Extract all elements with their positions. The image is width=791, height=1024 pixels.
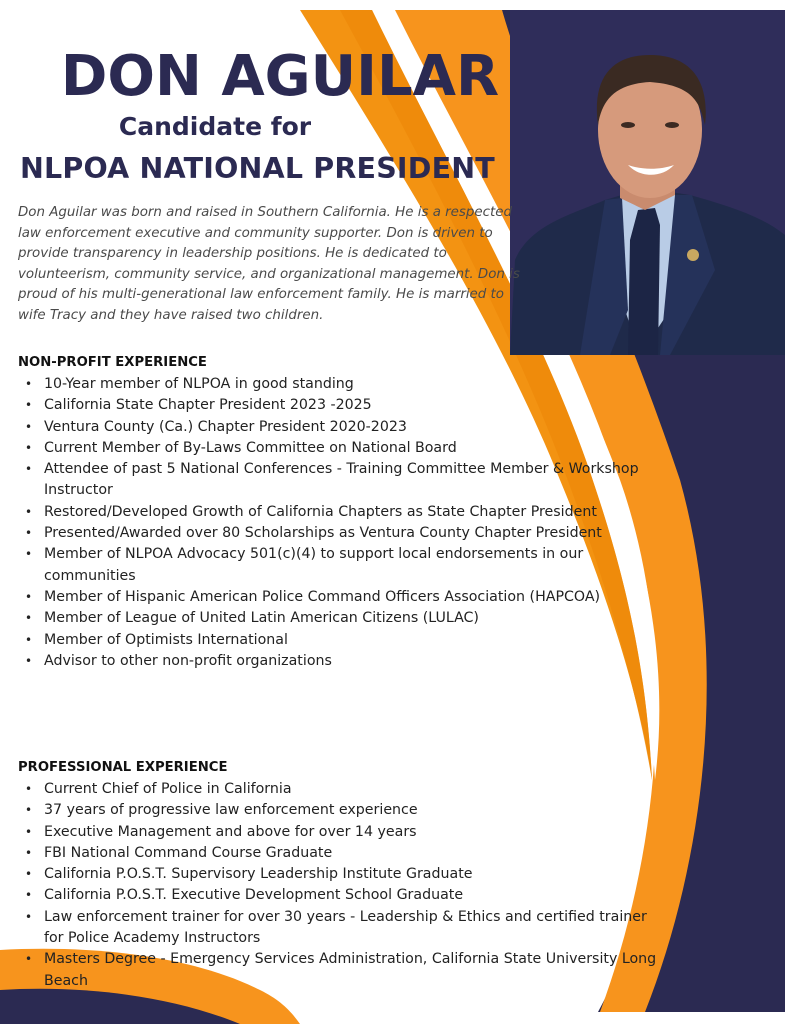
badge-pin xyxy=(687,249,699,261)
list-item: • 37 years of progressive law enforcement experience xyxy=(44,800,664,821)
list-item: • Law enforcement trainer for over 30 years - Leadership & Ethics and certified trainer for Police Academy Instructors xyxy=(44,907,664,950)
list-item: • Member of NLPOA Advocacy 501(c)(4) to support local endorsements in our communities xyxy=(44,544,654,587)
nonprofit-list xyxy=(22,374,654,672)
nonprofit-heading: NON-PROFIT EXPERIENCE xyxy=(18,355,207,370)
tie xyxy=(628,208,660,355)
list-item: • California P.O.S.T. Executive Development School Graduate xyxy=(44,885,664,906)
list-item: • Member of League of United Latin American Citizens (LULAC) xyxy=(44,608,654,629)
list-item: • FBI National Command Course Graduate xyxy=(44,843,664,864)
list-item: • Executive Management and above for over 14 years xyxy=(44,822,664,843)
list-item: • Presented/Awarded over 80 Scholarships as Ventura County Chapter President xyxy=(44,523,654,544)
professional-heading: PROFESSIONAL EXPERIENCE xyxy=(18,760,228,775)
list-item: • Current Chief of Police in California xyxy=(44,779,664,800)
list-item: • Attendee of past 5 National Conferences - Training Committee Member & Workshop Instructor xyxy=(44,459,654,502)
list-item: • Advisor to other non-profit organizations xyxy=(44,651,654,672)
list-item: • 10-Year member of NLPOA in good standing xyxy=(44,374,654,395)
eye-right xyxy=(665,122,679,128)
list-item: • Restored/Developed Growth of California Chapters as State Chapter President xyxy=(44,502,654,523)
list-item: • Member of Hispanic American Police Command Officers Association (HAPCOA) xyxy=(44,587,654,608)
candidate-subtitle: Candidate for xyxy=(118,112,312,141)
list-item: • Current Member of By-Laws Committee on National Board xyxy=(44,438,654,459)
biography: Don Aguilar was born and raised in Southern California. He is a respected law enforcement executive and community supporter. Don is driven to provide transparency in leadership positions. He is dedicated to volunteerism, community service, and organizational management. Don is proud of his multi-generational law enforcement family. He is married to wife Tracy and they have raised two children. xyxy=(18,205,520,323)
list-item: • Masters Degree - Emergency Services Administration, California State University Long Beach xyxy=(44,949,664,992)
list-item: • Member of Optimists International xyxy=(44,630,654,651)
list-item: • California State Chapter President 2023 -2025 xyxy=(44,395,654,416)
eye-left xyxy=(621,122,635,128)
professional-list xyxy=(22,779,664,992)
candidate-position: NLPOA NATIONAL PRESIDENT xyxy=(20,152,495,185)
list-item: • California P.O.S.T. Supervisory Leadership Institute Graduate xyxy=(44,864,664,885)
candidate-name: DON AGUILAR xyxy=(60,44,500,109)
list-item: • Ventura County (Ca.) Chapter President 2020-2023 xyxy=(44,417,654,438)
